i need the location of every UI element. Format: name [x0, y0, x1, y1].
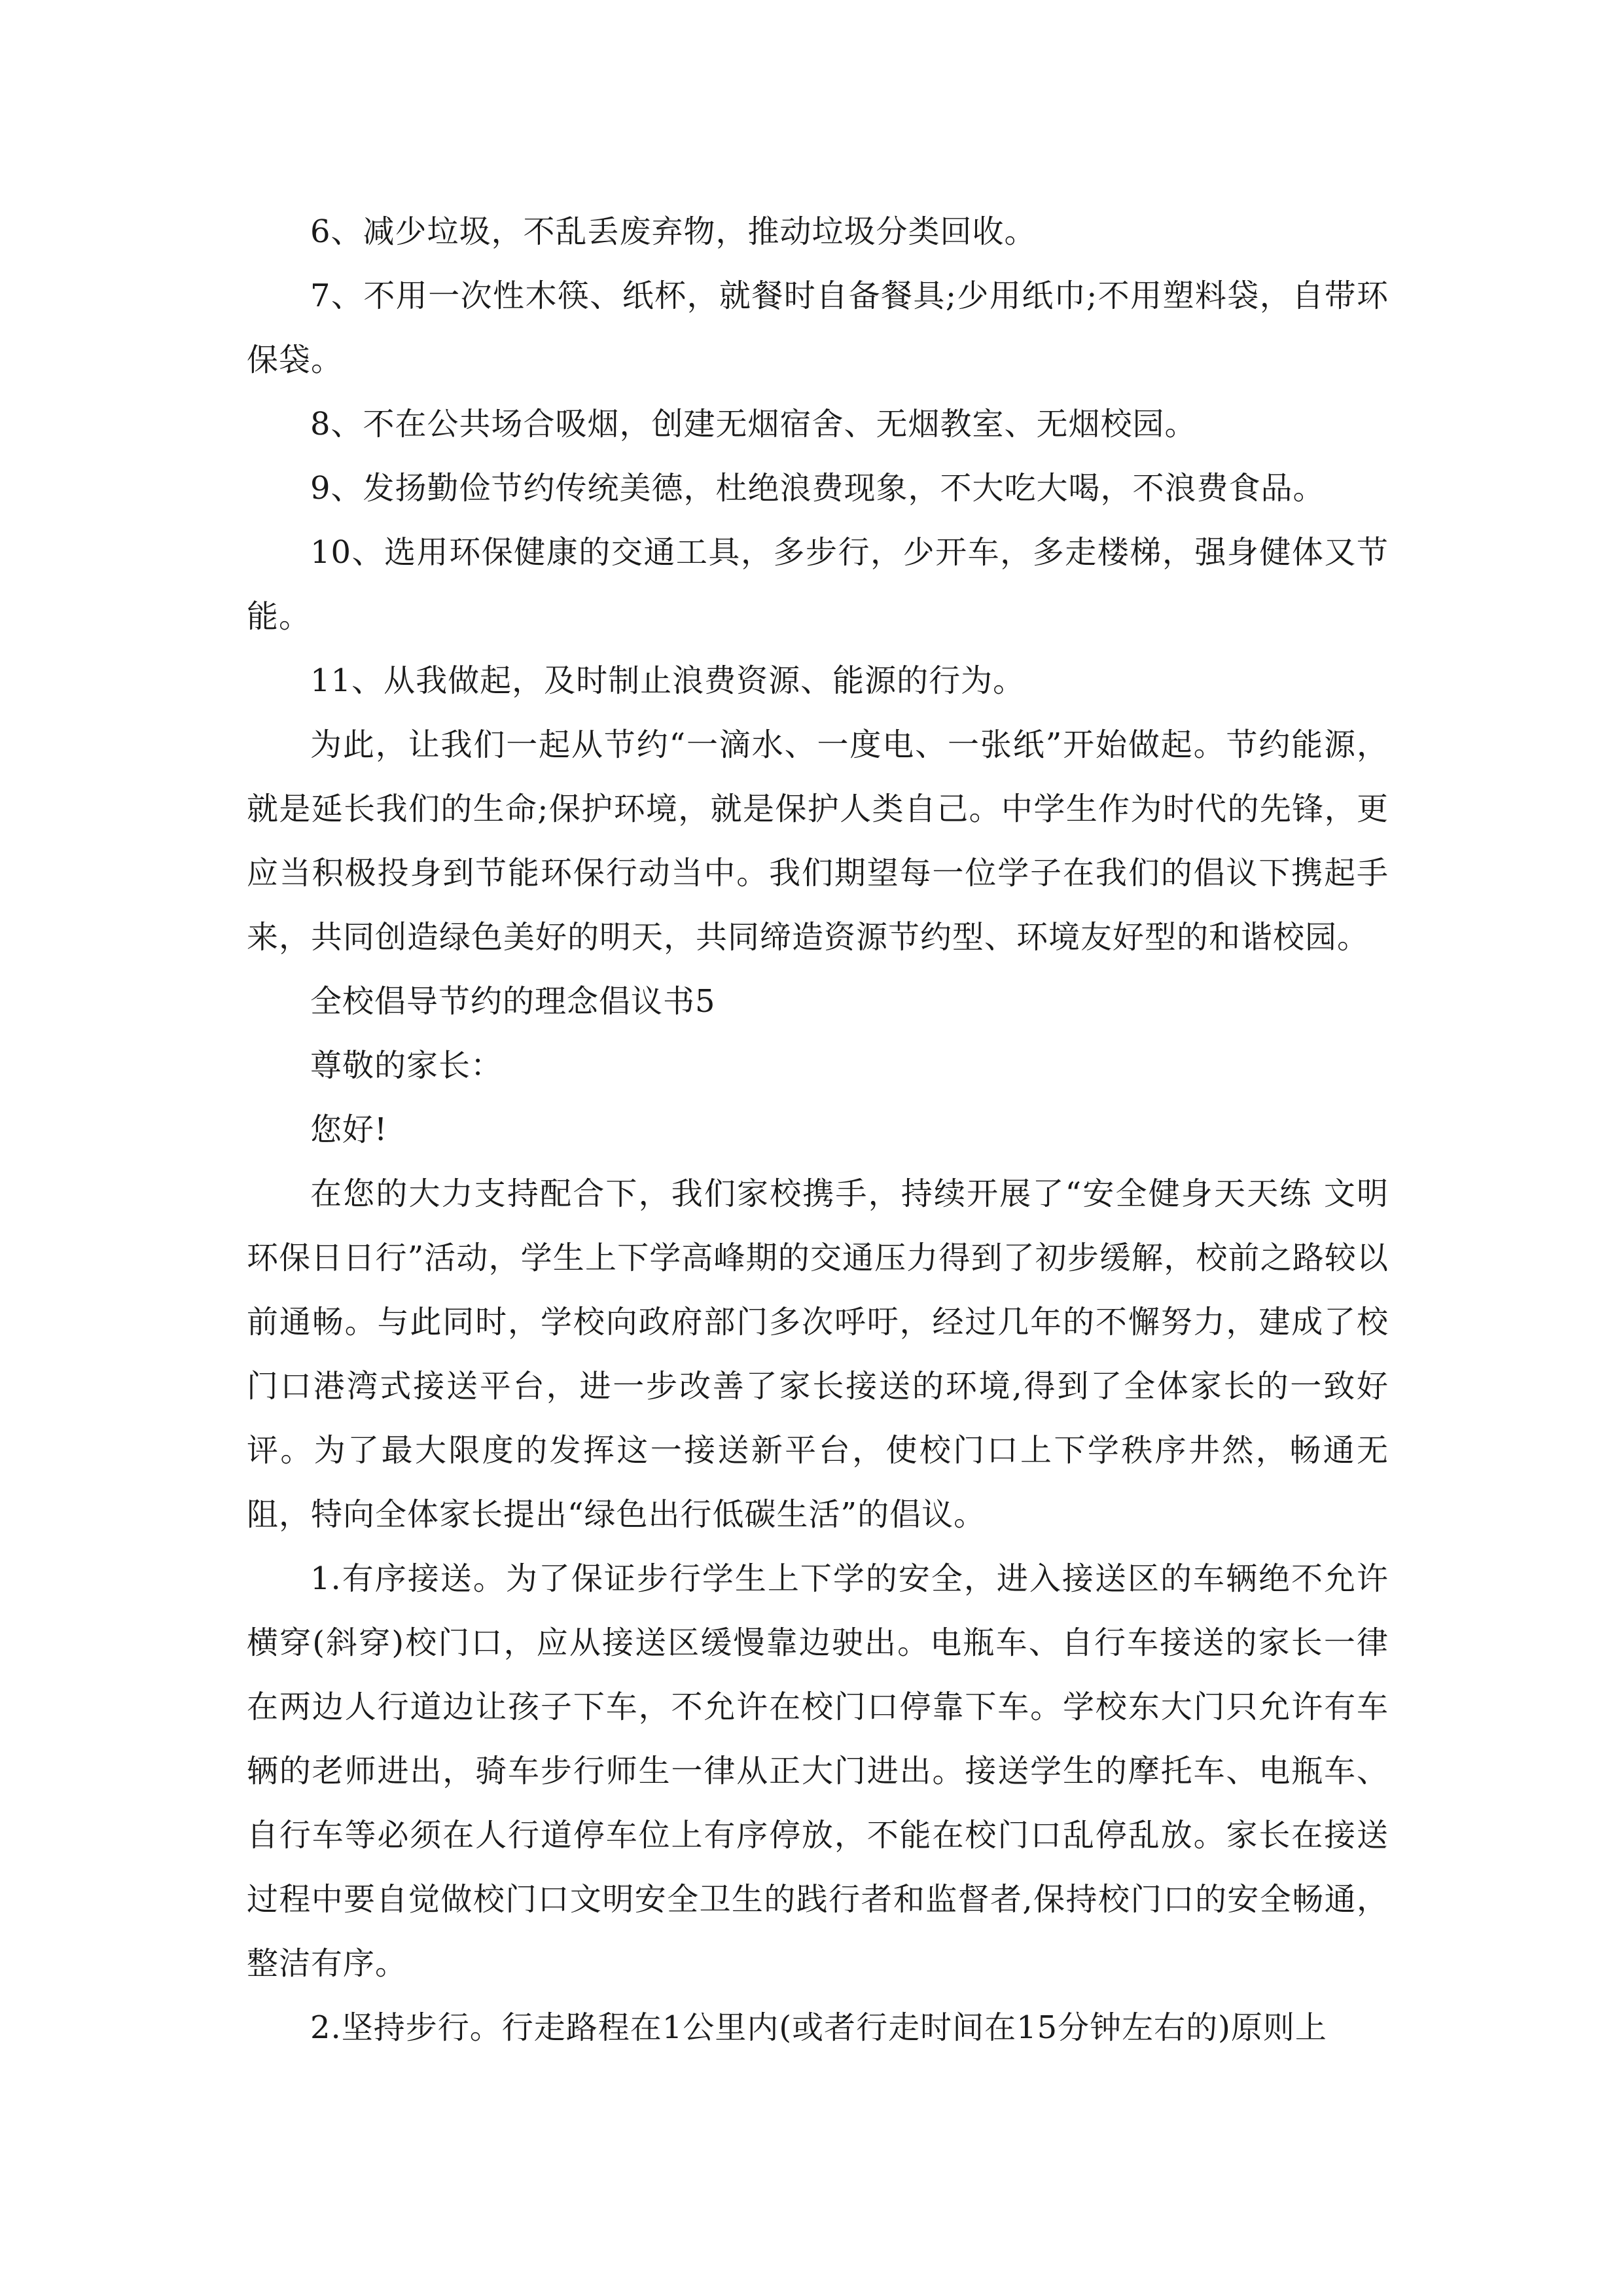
list-item-6: 6、减少垃圾，不乱丢废弃物，推动垃圾分类回收。: [310, 213, 1037, 250]
greeting: 您好!: [310, 1111, 388, 1148]
intro-paragraph: 在您的大力支持配合下，我们家校携手，持续开展了“安全健身天天练 文明环保日日行”活动，学生上下学高峰期的交通压力得到了初步缓解，校前之路较以前通畅。与此同时，学校向政府部门多次呼吁，经过几年的不懈努力，建成了校门口港湾式接送平台，进一步改善了家长接送的环境,得到了全体家长的一致好评。为了最大限度的发挥这一接送新平台，使校门口上下学秩序井然，畅通无阻，特向全体家长提出“绿色出行低碳生活”的倡议。: [247, 1175, 1389, 1533]
list-item-9: 9、发扬勤俭节约传统美德，杜绝浪费现象，不大吃大喝，不浪费食品。: [310, 470, 1325, 507]
salutation: 尊敬的家长：: [310, 1047, 503, 1084]
list-item-7: 7、不用一次性木筷、纸杯，就餐时自备餐具;少用纸巾;不用塑料袋，自带环保袋。: [247, 278, 1389, 378]
section-title: 全校倡导节约的理念倡议书5: [310, 983, 716, 1020]
closing-paragraph: 为此，让我们一起从节约“一滴水、一度电、一张纸”开始做起。节约能源，就是延长我们的生命;保护环境，就是保护人类自己。中学生作为时代的先锋，更应当积极投身到节能环保行动当中。我们期望每一位学子在我们的倡议下携起手来，共同创造绿色美好的明天，共同缔造资源节约型、环境友好型的和谐校园。: [247, 726, 1389, 956]
list-item-11: 11、从我做起，及时制止浪费资源、能源的行为。: [310, 662, 1026, 699]
item-keep-walking: 2.坚持步行。行走路程在1公里内(或者行走时间在15分钟左右的)原则上: [310, 2009, 1327, 2046]
list-item-10: 10、选用环保健康的交通工具，多步行，少开车，多走楼梯，强身健体又节能。: [247, 534, 1389, 635]
list-item-8: 8、不在公共场合吸烟，创建无烟宿舍、无烟教室、无烟校园。: [310, 406, 1197, 442]
document-body: [247, 200, 1389, 2060]
item-orderly-pickup: 1.有序接送。为了保证步行学生上下学的安全，进入接送区的车辆绝不允许横穿(斜穿)校门口，应从接送区缓慢靠边驶出。电瓶车、自行车接送的家长一律在两边人行道边让孩子下车，不允许在校门口停靠下车。学校东大门只允许有车辆的老师进出，骑车步行师生一律从正大门进出。接送学生的摩托车、电瓶车、自行车等必须在人行道停车位上有序停放，不能在校门口乱停乱放。家长在接送过程中要自觉做校门口文明安全卫生的践行者和监督者,保持校门口的安全畅通，整洁有序。: [247, 1560, 1389, 1982]
